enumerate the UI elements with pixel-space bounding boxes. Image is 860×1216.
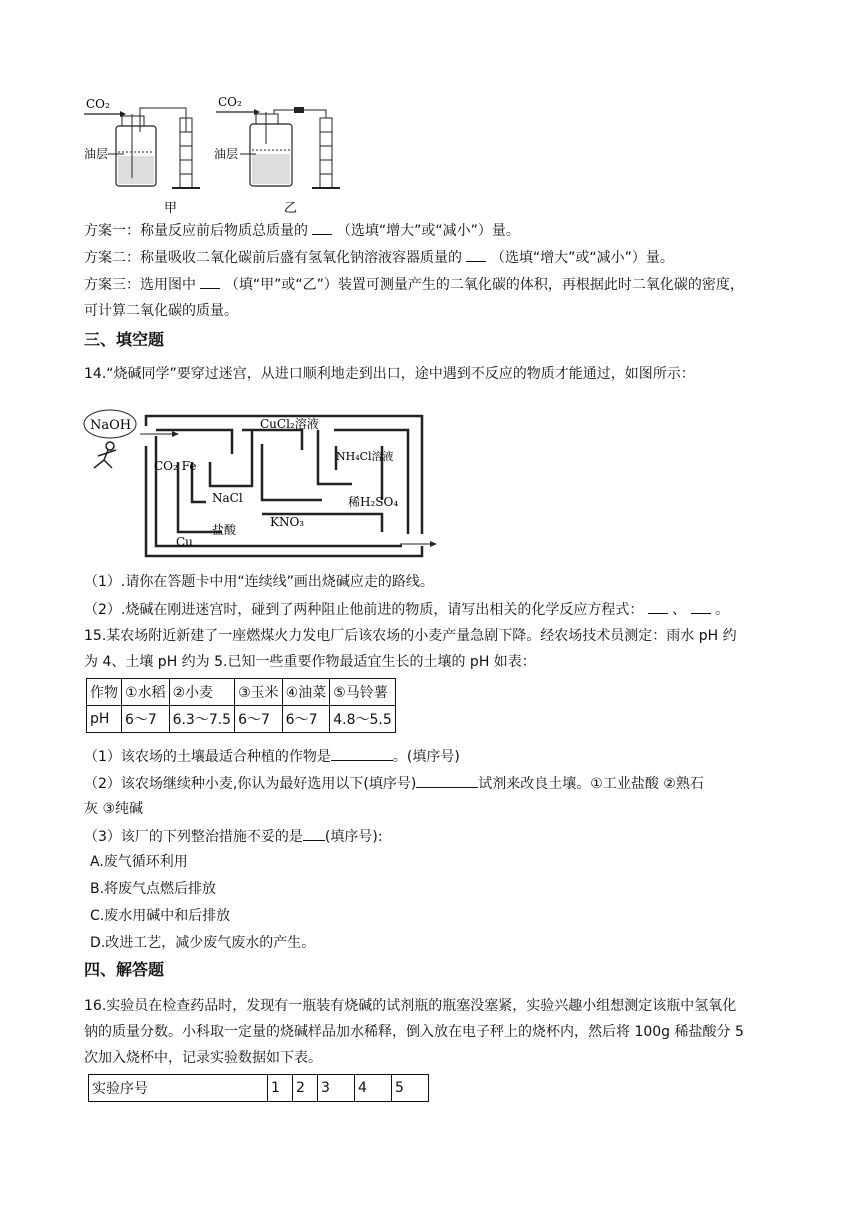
maze-hcl: 盐酸 <box>212 523 237 537</box>
q14-part1: （1）.请你在答题卡中用“连续线”画出烧碱应走的路线。 <box>84 574 434 590</box>
experiment-table <box>88 1074 429 1102</box>
q16-line1: 16.实验员在检查药品时，发现有一瓶装有烧碱的试剂瓶的瓶塞没塞紧，实验兴趣小组想测定该瓶中氢氧化 <box>84 998 737 1014</box>
q14-text: 14.“烧碱同学”要穿过迷宫，从进口顺利地走到出口，途中遇到不反应的物质才能通过，如图所示： <box>84 366 695 382</box>
maze-naoh: NaOH <box>90 418 132 433</box>
co2-label-left: CO₂ <box>86 97 110 111</box>
answer-blank <box>691 599 711 614</box>
q15-line2: 为 4、土壤 pH 约为 5.已知一些重要作物最适宜生长的土壤的 pH 如表： <box>84 654 536 670</box>
maze-nacl: NaCl <box>212 491 243 505</box>
apparatus-yi <box>214 95 340 216</box>
answer-blank <box>200 274 220 289</box>
answer-blank <box>416 773 478 788</box>
maze-co2fe: CO₂ Fe <box>154 459 197 473</box>
maze-kno3: KNO₃ <box>270 515 305 529</box>
q16-line2: 钠的质量分数。小科取一定量的烧碱样品加水稀释，倒入放在电子秤上的烧杯内，然后将 100g 稀盐酸分 5 <box>84 1024 744 1040</box>
runner-figure <box>94 442 116 468</box>
apparatus-figure <box>80 92 360 218</box>
answer-blank <box>466 247 486 262</box>
oil-label-right: 油层 <box>214 147 239 161</box>
q15-sub1: （1）该农场的土壤最适合种植的作物是 。(填序号) <box>84 746 460 767</box>
answer-blank <box>648 599 668 614</box>
maze-cu: Cu <box>176 535 193 549</box>
caption-jia: 甲 <box>164 201 178 216</box>
answer-blank <box>331 746 393 761</box>
table-row: 作物 ①水稻 ②小麦 ③玉米 ④油菜 ⑤马铃薯 <box>87 679 396 706</box>
section-heading-3: 三、填空题 <box>84 330 165 349</box>
q15-option-a: A.废气循环利用 <box>90 854 188 870</box>
q15-sub2-cont: 灰 ③纯碱 <box>84 801 144 817</box>
plan3: 方案三：选用图中 （填“甲”或“乙”）装置可测量产生的二氧化碳的体积，再根据此时二氧化碳的密度， <box>84 274 744 295</box>
q15-line1: 15.某农场附近新建了一座燃煤火力发电厂后该农场的小麦产量急剧下降。经农场技术员测定：雨水 pH 约 <box>84 628 737 644</box>
q15-sub2: （2）该农场继续种小麦,你认为最好选用以下(填序号) 试剂来改良土壤。①工业盐酸 ②熟石 <box>84 773 704 794</box>
maze-h2so4: 稀H₂SO₄ <box>348 495 399 509</box>
plan2: 方案二：称量吸收二氧化碳前后盛有氢氧化钠溶液容器质量的 （选填“增大”或“减小”）量。 <box>84 247 674 268</box>
section-heading-4: 四、解答题 <box>84 960 165 979</box>
plan1: 方案一：称量反应前后物质总质量的 （选填“增大”或“减小”）量。 <box>84 220 520 241</box>
answer-blank <box>312 220 332 235</box>
q15-option-d: D.改进工艺，减少废气废水的产生。 <box>90 935 316 951</box>
table-row: 实验序号 1 2 3 4 5 <box>89 1075 429 1102</box>
q15-option-b: B.将废气点燃后排放 <box>90 881 217 897</box>
q14-part2: （2）.烧碱在刚进迷宫时，碰到了两种阻止他前进的物质，请写出相关的化学反应方程式： 、 。 <box>84 599 729 620</box>
maze-figure <box>82 406 442 564</box>
apparatus-jia <box>84 97 200 216</box>
q15-sub3: （3）该厂的下列整治措施不妥的是 (填序号): <box>84 826 383 847</box>
q16-line3: 次加入烧杯中，记录实验数据如下表。 <box>84 1050 322 1066</box>
caption-yi: 乙 <box>284 201 298 216</box>
answer-blank <box>303 826 325 841</box>
oil-label-left: 油层 <box>84 147 109 161</box>
q15-option-c: C.废水用碱中和后排放 <box>90 908 231 924</box>
crop-ph-table <box>86 678 396 733</box>
plan3-line2: 可计算二氧化碳的质量。 <box>84 303 238 319</box>
co2-label-right: CO₂ <box>218 95 242 109</box>
maze-cucl2: CuCl₂溶液 <box>260 417 319 431</box>
table-row: pH 6～7 6.3～7.5 6～7 6～7 4.8～5.5 <box>87 706 396 733</box>
maze-nh4cl: NH₄Cl溶液 <box>336 450 394 463</box>
